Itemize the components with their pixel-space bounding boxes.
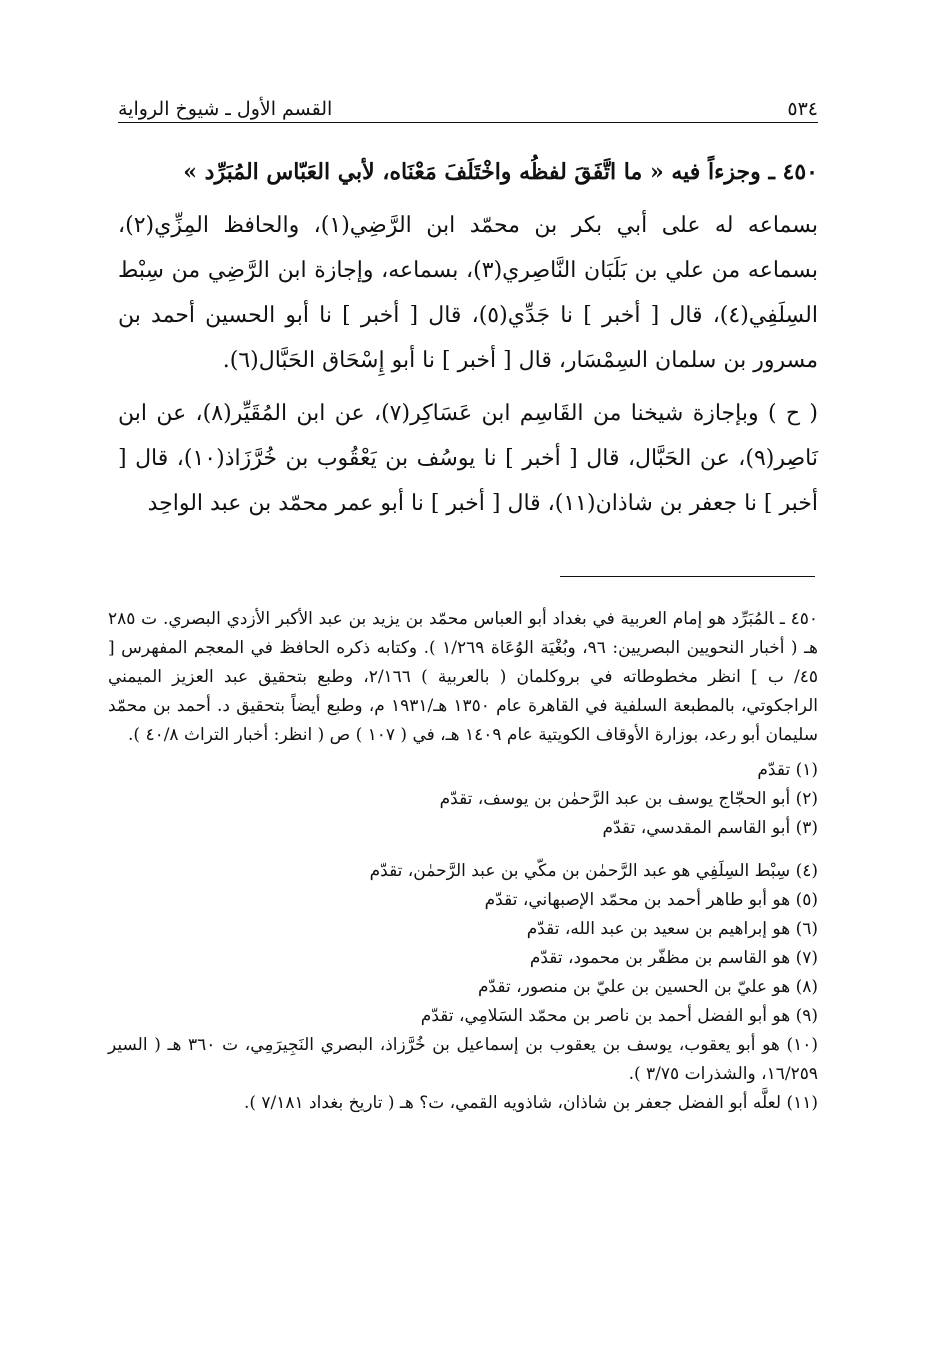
footnote-separator — [560, 576, 815, 577]
paragraph-1: بسماعه له على أبي بكر بن محمّد ابن الرَّضِي(١)، والحافظ المِزِّي(٢)، بسماعه من علي بن بَلَبَان النَّاصِري(٣)، بسماعه، وإجازة ابن الرَّضِي من سِبْط السِلَفِي(٤)، قال [ أخبر ] نا جَدِّي(٥)، قال [ أخبر ] نا أبو الحسين أحمد بن مسرور بن سلمان السِمْسَار، قال [ أخبر ] نا أبو إِسْحَاق الحَبَّال(٦). — [118, 213, 819, 373]
footnote-main-text: المُبَرِّد هو إمام العربية في بغداد أبو العباس محمّد بن يزيد بن عبد الأكبر الأزدي البصري. ت ٢٨٥ هـ ( أخبار النحويين البصريين: ٩٦، وبُغْيَة الوُعَاة ١/٢٦٩ ). وكتابه ذكره الحافظ في المعجم المفهرس [ ٤٥/ ب ] انظر مخطوطاته في بروكلمان ( بالعربية ) ٢/١٦٦، وطبع بتحقيق عبد العزيز الميمني الراجكوتي، بالمطبعة السلفية في القاهرة عام ١٣٥٠ هـ/١٩٣١ م، وطبع أيضاً بتحقيق د. أحمد بن محمّد سليمان أبو رعد، بوزارة الأوقاف الكويتية عام ١٤٠٩ هـ، في ( ١٠٧ ) ص ( انظر: أخبار التراث ٤٠/٨ ). — [108, 609, 818, 745]
running-header — [118, 88, 818, 120]
footnote-5: (٥) هو أبو طاهر أحمد بن محمّد الإصبهاني، تقدّم — [484, 890, 818, 910]
footnote-main-number: ٤٥٠ ـ — [779, 609, 818, 629]
header-rule — [118, 122, 818, 123]
paragraph-2: ( ح ) وبإجازة شيخنا من القَاسِم ابن عَسَاكِر(٧)، عن ابن المُقَيِّر(٨)، عن ابن نَاصِر(٩)، عن الحَبَّال، قال [ أخبر ] نا يوسُف بن يَعْقُوب بن خُرَّزَاذ(١٠)، قال [ أخبر ] نا جعفر بن شاذان(١١)، قال [ أخبر ] نا أبو عمر محمّد بن عبد الواحِد — [118, 401, 819, 516]
footnote-2: (٢) أبو الحجّاج يوسف بن عبد الرَّحمٰن بن يوسف، تقدّم — [439, 789, 818, 809]
footnote-6: (٦) هو إبراهيم بن سعيد بن عبد الله، تقدّم — [526, 919, 818, 939]
footnote-4: (٤) سِبْط السِلَفِي هو عبد الرَّحمٰن بن مكّي بن عبد الرَّحمٰن، تقدّم — [369, 861, 818, 881]
footnotes — [108, 605, 818, 1118]
footnote-11: (١١) لعلَّه أبو الفضل جعفر بن شاذان، شاذويه القمي، ت؟ هـ ( تاريخ بغداد ٧/١٨١ ). — [243, 1093, 818, 1113]
footnote-9: (٩) هو أبو الفضل أحمد بن ناصر بن محمّد السَلامِي، تقدّم — [420, 1006, 818, 1026]
footnote-3: (٣) أبو القاسم المقدسي، تقدّم — [602, 818, 818, 838]
page-number: ٥٣٤ — [787, 98, 818, 120]
entry-title: ٤٥٠ ـ وجزءاً فيه « ما اتَّفَقَ لفظُه واخْتَلَفَ مَعْنَاه، لأبي العَبّاس المُبَرِّد » — [183, 159, 818, 185]
footnote-7: (٧) هو القاسم بن مظفّر بن محمود، تقدّم — [529, 948, 818, 968]
footnote-main — [108, 605, 818, 750]
section-title: القسم الأول ـ شيوخ الرواية — [118, 98, 333, 120]
footnote-1: (١) تقدّم — [757, 760, 818, 780]
footnote-8: (٨) هو عليّ بن الحسين بن عليّ بن منصور، تقدّم — [477, 977, 818, 997]
main-text — [118, 150, 818, 534]
footnote-10: (١٠) هو أبو يعقوب، يوسف بن يعقوب بن إسماعيل بن خُرَّزاذ، البصري النَجِيرَمِي، ت ٣٦٠ هـ ( السير ١٦/٢٥٩، والشذرات ٣/٧٥ ). — [108, 1035, 818, 1084]
